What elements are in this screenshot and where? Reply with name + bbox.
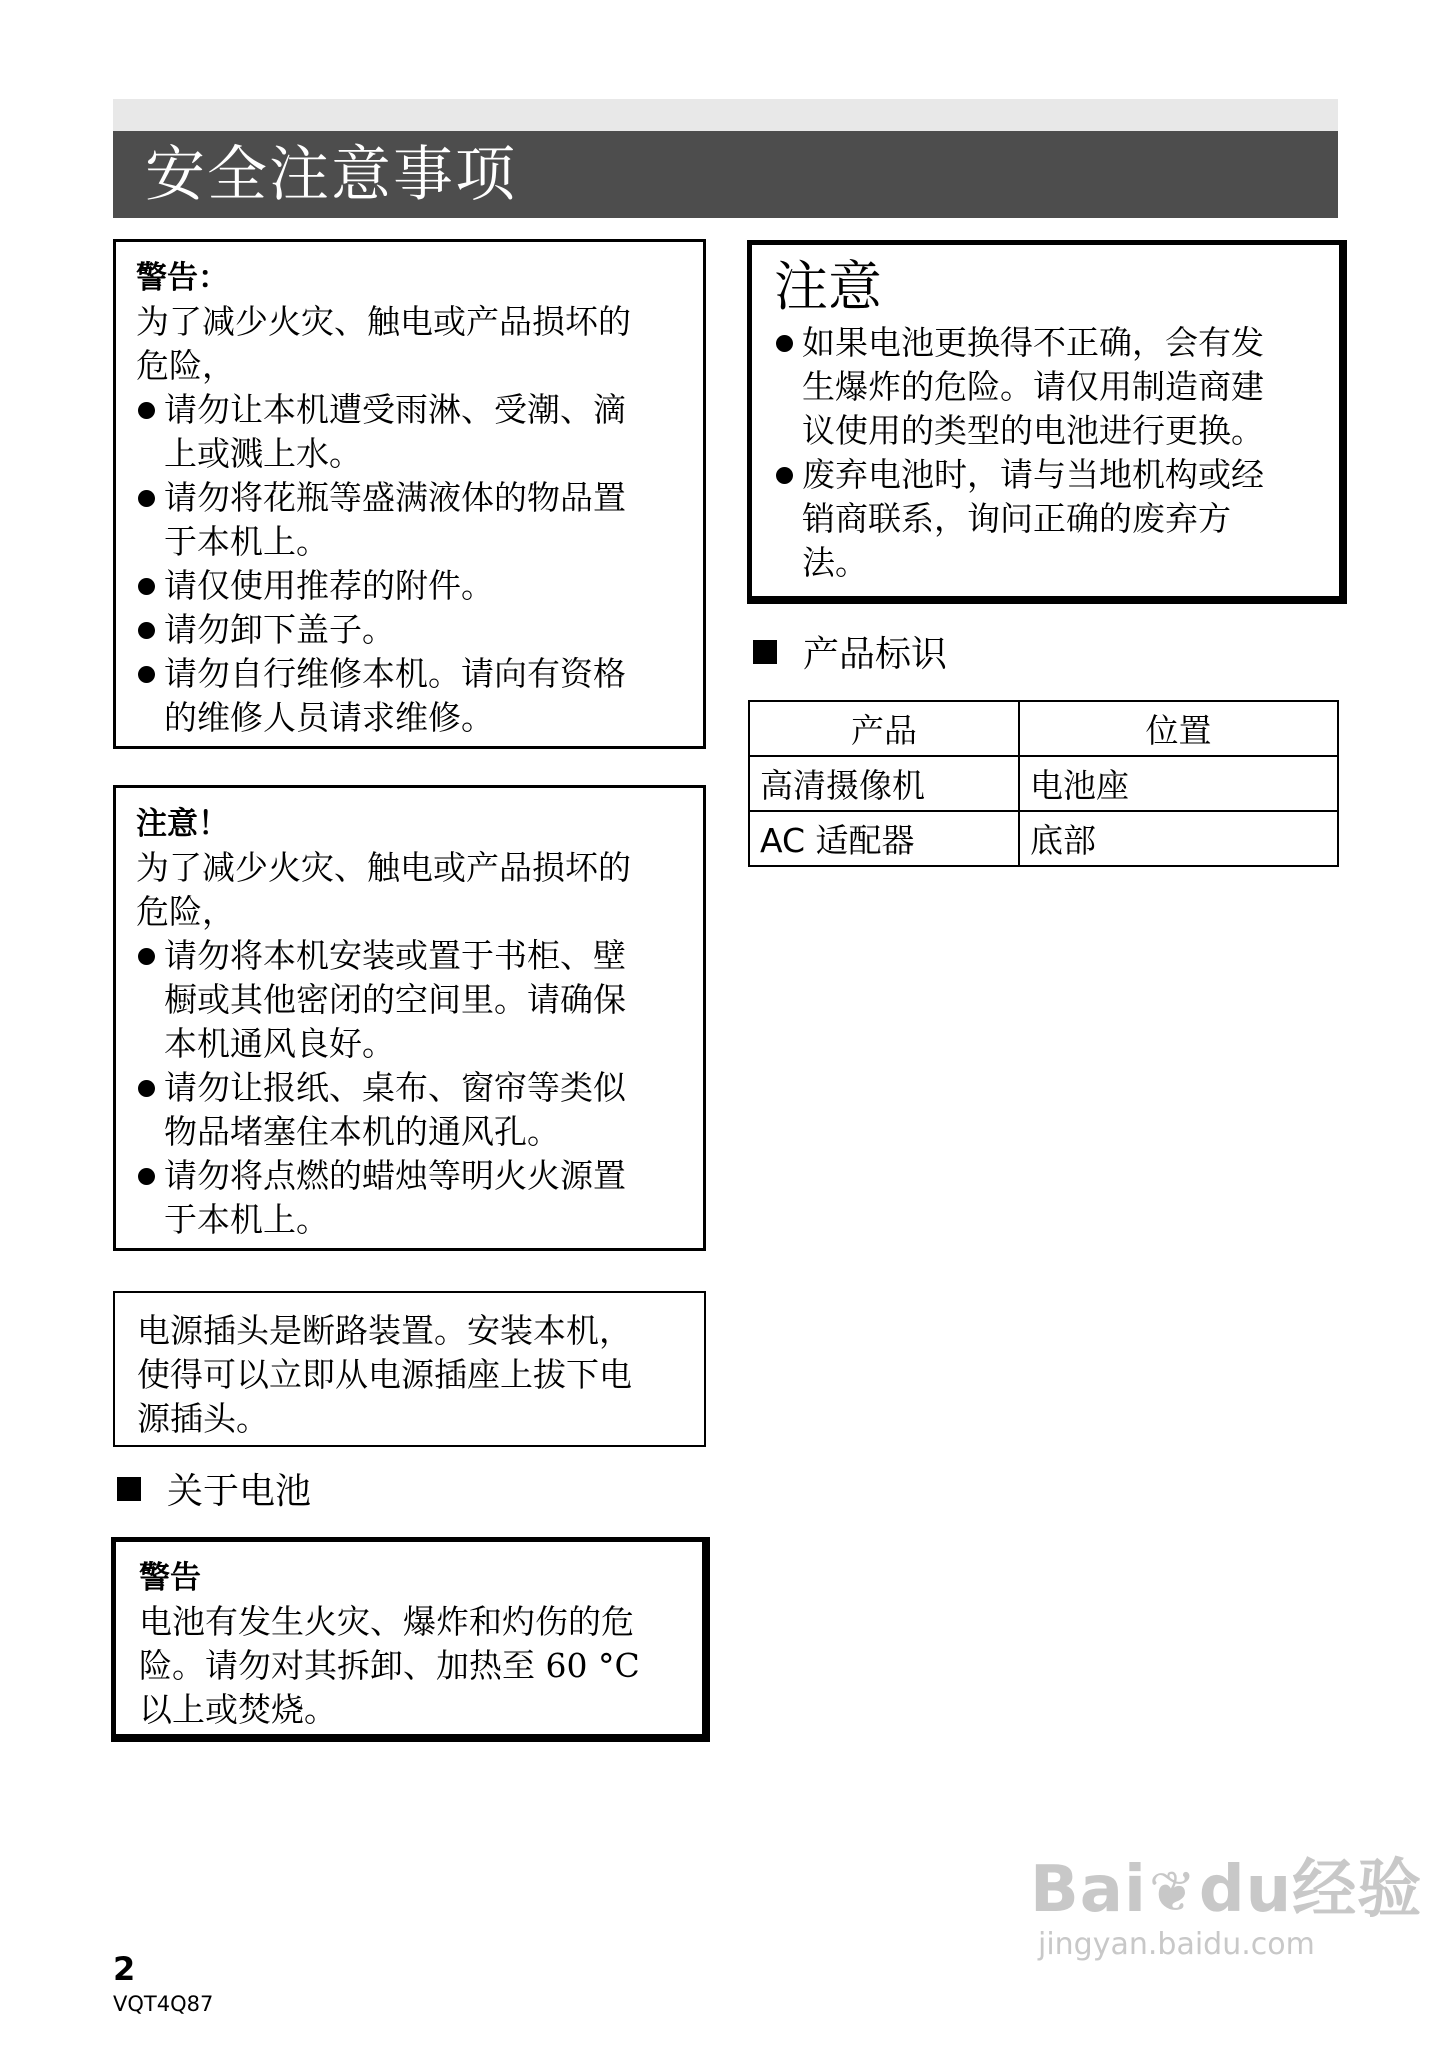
list-item: 废弃电池时，请与当地机构或经 销商联系，询问正确的废弃方 法。 xyxy=(774,453,1319,585)
list-item: 请勿将花瓶等盛满液体的物品置 于本机上。 xyxy=(136,476,683,564)
table-row xyxy=(749,811,1338,866)
table-cell: 底部 xyxy=(1019,811,1338,866)
table-row xyxy=(749,756,1338,811)
notice-box xyxy=(113,785,706,1251)
page-title: 安全注意事项 xyxy=(145,140,517,210)
bullet-icon xyxy=(138,578,155,595)
warning-heading: 警告： xyxy=(136,260,229,296)
notice-intro: 为了减少火灾、触电或产品损坏的 危险， xyxy=(136,848,631,931)
watermark-logo: Bai❦du经验 xyxy=(1030,1853,1423,1927)
document-code: VQT4Q87 xyxy=(113,1992,214,2016)
bullet-icon xyxy=(776,467,793,484)
caution-box xyxy=(747,240,1347,604)
square-bullet-icon xyxy=(117,1477,141,1501)
caution-list xyxy=(774,321,1319,585)
list-item: 请仅使用推荐的附件。 xyxy=(136,564,683,608)
battery-warning-box xyxy=(111,1537,710,1742)
bullet-icon xyxy=(138,490,155,507)
battery-warning-heading: 警告 xyxy=(139,1560,201,1596)
table-header-row xyxy=(749,701,1338,756)
bullet-icon xyxy=(138,1168,155,1185)
table-cell: 电池座 xyxy=(1019,756,1338,811)
header-band xyxy=(113,99,1338,131)
list-item: 请勿将点燃的蜡烛等明火火源置 于本机上。 xyxy=(136,1154,683,1242)
column-header: 产品 xyxy=(749,701,1019,756)
warning-intro: 为了减少火灾、触电或产品损坏的 危险， xyxy=(136,302,631,385)
list-item: 如果电池更换得不正确，会有发 生爆炸的危险。请仅用制造商建 议使用的类型的电池进行更换。 xyxy=(774,321,1319,453)
bullet-icon xyxy=(138,948,155,965)
paw-icon: ❦ xyxy=(1148,1860,1197,1925)
product-marking-table xyxy=(748,700,1339,867)
bullet-icon xyxy=(776,335,793,352)
page-number: 2 xyxy=(113,1950,136,1988)
square-bullet-icon xyxy=(753,640,777,664)
column-header: 位置 xyxy=(1019,701,1338,756)
battery-warning-text: 电池有发生火灾、爆炸和灼伤的危 险。请勿对其拆卸、加热至 60 °C 以上或焚烧。 xyxy=(139,1602,640,1729)
table-cell: 高清摄像机 xyxy=(749,756,1019,811)
power-plug-box xyxy=(113,1291,706,1447)
bullet-icon xyxy=(138,666,155,683)
bullet-icon xyxy=(138,1080,155,1097)
warning-box xyxy=(113,239,706,749)
table-cell: AC 适配器 xyxy=(749,811,1019,866)
caution-title: 注意 xyxy=(774,255,882,318)
bullet-icon xyxy=(138,402,155,419)
bullet-icon xyxy=(138,622,155,639)
list-item: 请勿自行维修本机。请向有资格 的维修人员请求维修。 xyxy=(136,652,683,740)
list-item: 请勿卸下盖子。 xyxy=(136,608,683,652)
notice-heading: 注意！ xyxy=(136,806,229,842)
marking-section-heading: 产品标识 xyxy=(753,631,947,679)
notice-list xyxy=(136,934,683,1242)
power-plug-text: 电源插头是断路装置。安装本机， 使得可以立即从电源插座上拔下电 源插头。 xyxy=(137,1311,632,1438)
list-item: 请勿让报纸、桌布、窗帘等类似 物品堵塞住本机的通风孔。 xyxy=(136,1066,683,1154)
list-item: 请勿让本机遭受雨淋、受潮、滴 上或溅上水。 xyxy=(136,388,683,476)
baidu-watermark xyxy=(1030,1855,1422,1962)
watermark-url: jingyan.baidu.com xyxy=(1038,1927,1315,1962)
header-bar xyxy=(113,131,1338,218)
warning-list xyxy=(136,388,683,740)
battery-section-heading: 关于电池 xyxy=(117,1468,311,1516)
list-item: 请勿将本机安装或置于书柜、壁 橱或其他密闭的空间里。请确保 本机通风良好。 xyxy=(136,934,683,1066)
